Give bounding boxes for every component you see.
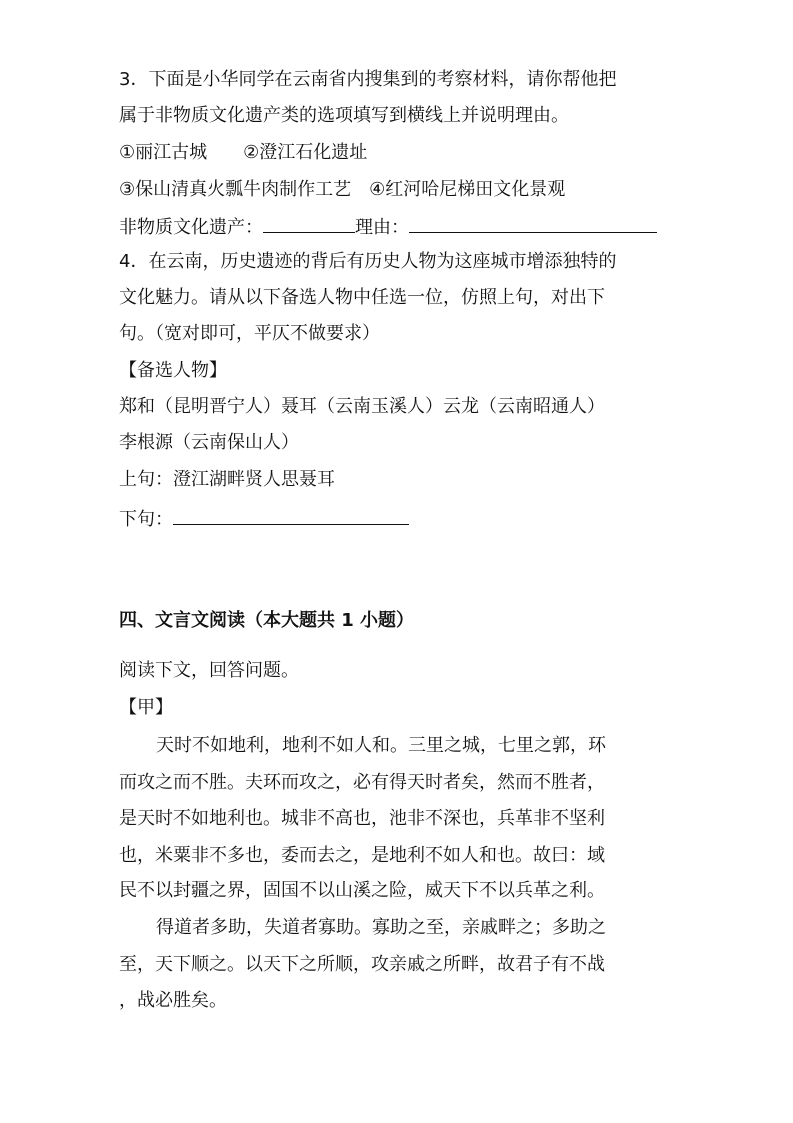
- q4-lower-row: [119, 504, 409, 532]
- q4-upper-couplet: 上句：澄江湖畔贤人思聂耳: [119, 469, 335, 490]
- passage-line: 也，米粟非不多也，委而去之，是地利不如人和也。故曰：域: [119, 845, 605, 866]
- q4-line-3: 句。（宽对即可，平仄不做要求）: [119, 323, 380, 344]
- q3-answer-blank[interactable]: [263, 212, 355, 233]
- q4-candidates-line-1: 郑和（昆明晋宁人）聂耳（云南玉溪人）云龙（云南昭通人）: [119, 396, 605, 417]
- passage-line: 得道者多助，失道者寡助。寡助之至，亲戚畔之；多助之: [156, 917, 606, 938]
- q4-line-1: 4．在云南，历史遗迹的背后有历史人物为这座城市增添独特的: [119, 251, 617, 272]
- passage-line: 天时不如地利，地利不如人和。三里之城，七里之郭，环: [156, 735, 606, 756]
- section-heading: 四、文言文阅读（本大题共 1 小题）: [119, 610, 415, 631]
- q3-options-row-2: ③保山清真火瓢牛肉制作工艺 ④红河哈尼梯田文化景观: [119, 179, 566, 200]
- passage-line: 而攻之而不胜。夫环而攻之，必有得天时者矣，然而不胜者，: [119, 772, 605, 793]
- passage-line: ，战必胜矣。: [119, 990, 227, 1011]
- q4-candidates-line-2: 李根源（云南保山人）: [119, 432, 299, 453]
- section-instruction: 阅读下文，回答问题。: [119, 660, 299, 681]
- q4-lower-blank[interactable]: [173, 504, 409, 525]
- q4-lower-label: 下句：: [119, 509, 173, 530]
- q3-line-1: 3．下面是小华同学在云南省内搜集到的考察材料，请你帮他把: [119, 69, 617, 90]
- passage-line: 民不以封疆之界，固国不以山溪之险，威天下不以兵革之利。: [119, 880, 605, 901]
- passage-part-label: 【甲】: [119, 697, 173, 718]
- q3-options-row-1: ①丽江古城 ②澄江石化遗址: [119, 142, 368, 163]
- passage-line: 是天时不如地利也。城非不高也，池非不深也，兵革非不坚利: [119, 808, 605, 829]
- q4-candidates-title: 【备选人物】: [119, 360, 227, 381]
- q3-reason-blank[interactable]: [409, 212, 657, 233]
- q3-reason-label: 理由：: [355, 217, 409, 238]
- q4-line-2: 文化魅力。请从以下备选人物中任选一位，仿照上句，对出下: [119, 287, 605, 308]
- q3-answer-row: [119, 212, 657, 240]
- q3-answer-label: 非物质文化遗产：: [119, 217, 263, 238]
- q3-line-2: 属于非物质文化遗产类的选项填写到横线上并说明理由。: [119, 105, 569, 126]
- passage-line: 至，天下顺之。以天下之所顺，攻亲戚之所畔，故君子有不战: [119, 954, 605, 975]
